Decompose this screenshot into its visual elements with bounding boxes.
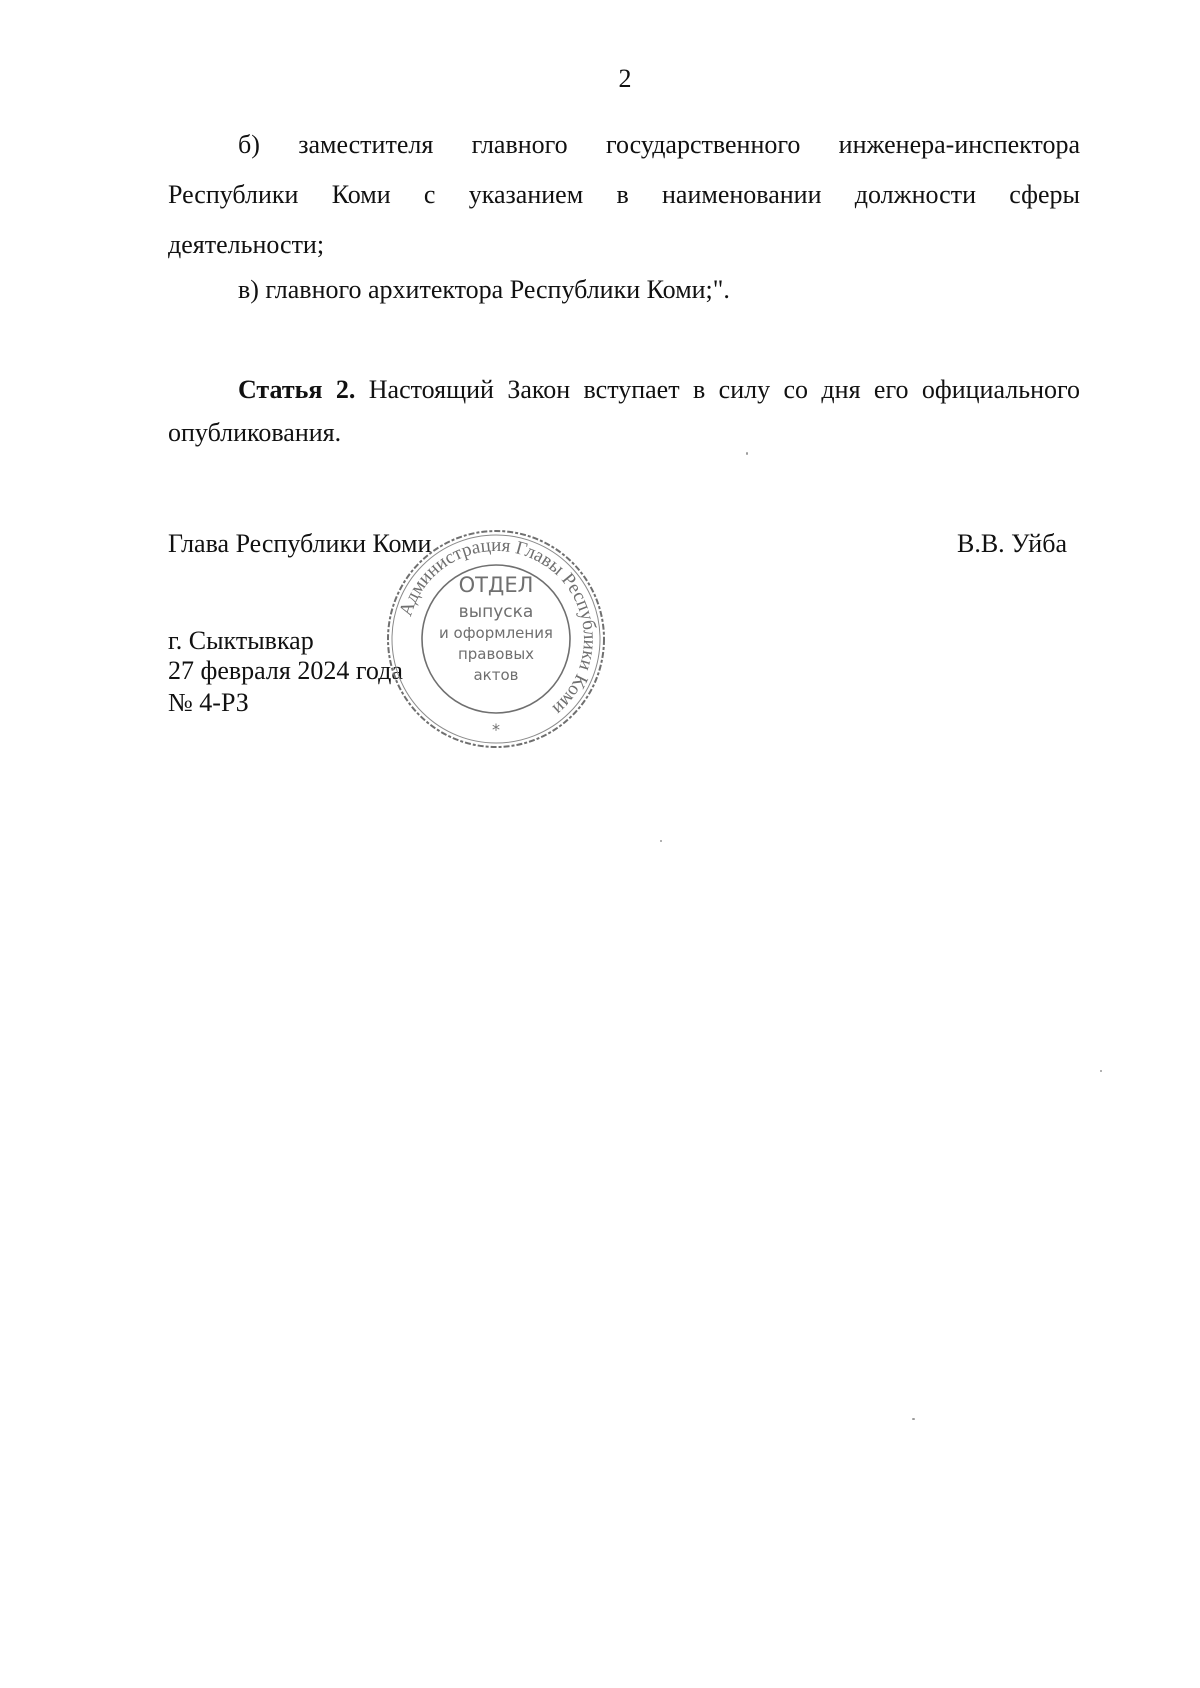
signatory-name: В.В. Уйба [957,529,1067,558]
stamp-ring-text: Администрация Главы Республики Коми [395,534,601,720]
article-2-label: Статья 2. [238,375,356,404]
city: г. Сыктывкар [168,626,314,655]
scan-speck [912,1418,915,1420]
article-2-text-1 [168,365,1080,415]
stamp-center-line-1: ОТДЕЛ [458,573,534,597]
article-2-line-1 [168,365,1080,415]
law-date: 27 февраля 2024 года [168,656,403,685]
official-stamp [385,528,607,750]
paragraph-b-line-1 [168,120,1080,170]
paragraph-b-line-2 [168,170,1080,220]
law-number: № 4-РЗ [168,688,249,717]
stamp-center-line-3: и оформления [439,624,553,642]
paragraph-b-text-2: Республики Коми с указанием в наименовании должности сферы [168,180,1080,209]
paragraph-b-text-1: б) заместителя главного государственного инженера-инспектора [238,130,1080,159]
stamp-center-line-5: актов [473,666,519,684]
scan-speck [1100,1070,1102,1072]
page-number: 2 [618,64,632,93]
stamp-center-line-4: правовых [457,645,535,663]
scan-speck [660,840,662,842]
scan-speck [746,452,748,455]
paragraph-v: в) главного архитектора Республики Коми;". [238,275,730,304]
article-2-line-2: опубликования. [168,418,342,447]
paragraph-b-line-3: деятельности; [168,230,325,259]
stamp-center-line-2: выпуска [458,602,534,622]
signatory-position: Глава Республики Коми [168,529,432,558]
article-2-body: Настоящий Закон вступает в силу со дня его официального [368,375,1081,404]
stamp-star: * [492,720,500,739]
